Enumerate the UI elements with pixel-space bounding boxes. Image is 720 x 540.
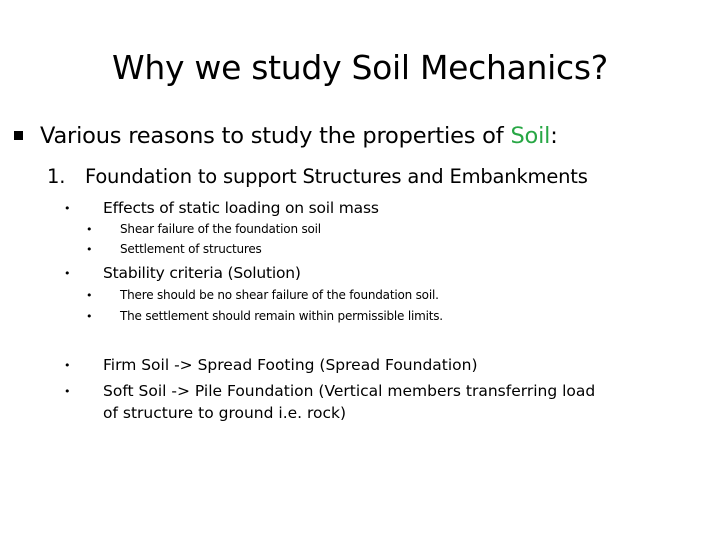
bullet-dot-icon: • <box>64 267 71 280</box>
sub1-heading: Effects of static loading on soil mass <box>103 199 379 217</box>
sub2-item: There should be no shear failure of the foundation soil. <box>120 288 439 302</box>
level1-suffix: : <box>550 123 558 149</box>
level1-prefix: Various reasons to study the properties of <box>40 123 511 149</box>
numbered-item-text: Foundation to support Structures and Embankments <box>85 165 588 188</box>
bullet-dot-icon: • <box>86 289 93 302</box>
bullet-dot-icon: • <box>64 385 71 398</box>
numbered-item <box>47 164 588 190</box>
slide-title: Why we study Soil Mechanics? <box>112 48 608 87</box>
bullet-dot-icon: • <box>64 202 71 215</box>
square-bullet-icon <box>14 131 23 140</box>
extra-bullet-text: Firm Soil -> Spread Footing (Spread Foundation) <box>103 356 478 374</box>
sub2-item: The settlement should remain within permissible limits. <box>120 309 443 323</box>
bullet-dot-icon: • <box>64 359 71 372</box>
bullet-dot-icon: • <box>86 243 93 256</box>
bullet-dot-icon: • <box>86 310 93 323</box>
item-number: 1. <box>47 165 66 188</box>
level1-bullet-text <box>40 122 558 150</box>
sub1-item: Settlement of structures <box>120 242 262 256</box>
level1-highlight: Soil <box>510 123 551 149</box>
sub1-item: Shear failure of the foundation soil <box>120 222 321 236</box>
bullet-dot-icon: • <box>86 223 93 236</box>
sub2-heading: Stability criteria (Solution) <box>103 264 301 282</box>
extra-bullet-text: Soft Soil -> Pile Foundation (Vertical members transferring load of structure to ground i.e. rock) <box>103 382 596 422</box>
